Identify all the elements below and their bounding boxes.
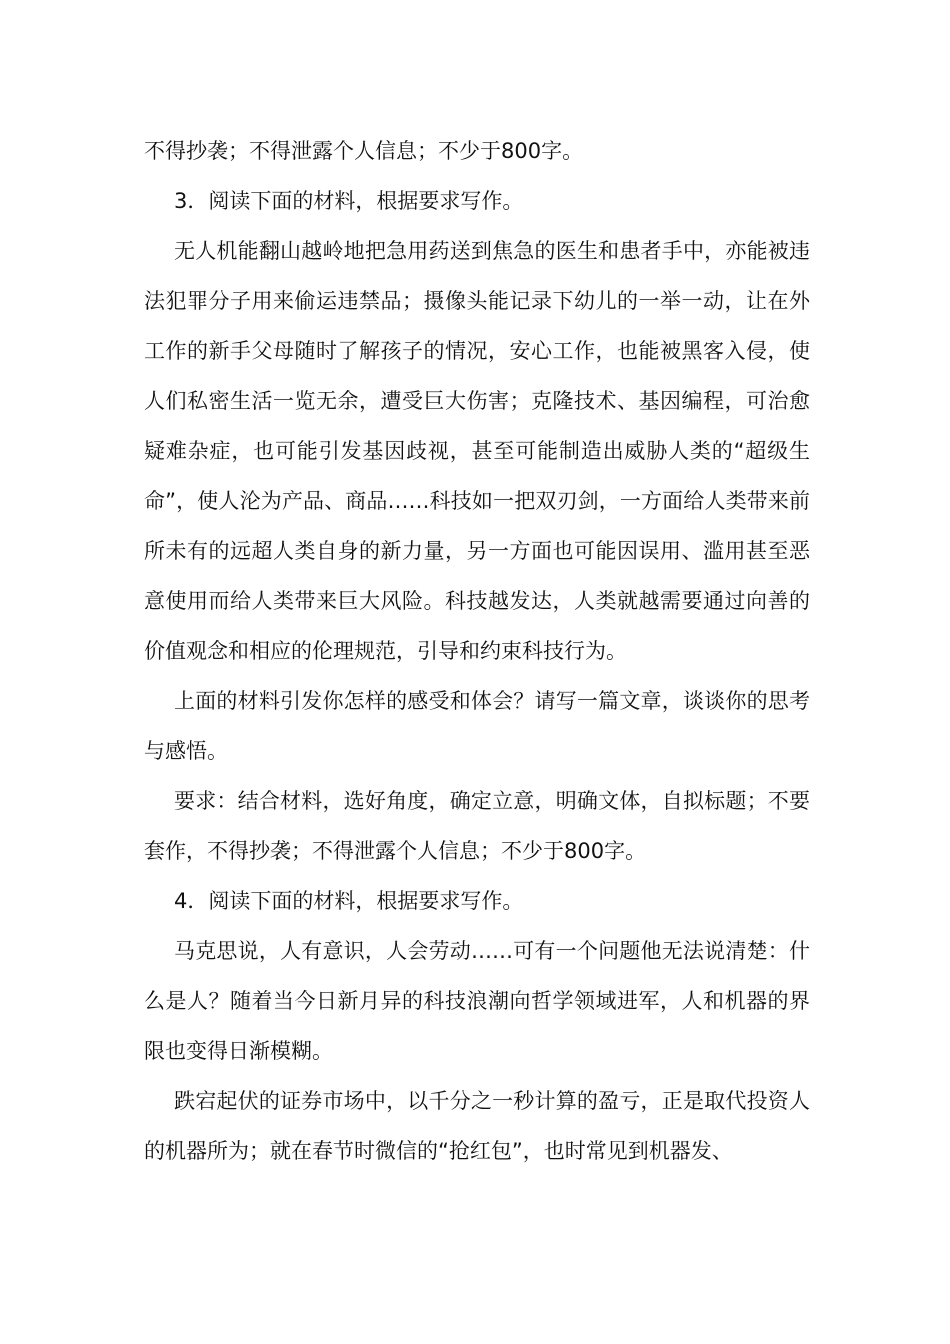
- question-4-material-paragraph-1: 马克思说，人有意识，人会劳动……可有一个问题他无法说清楚：什么是人？随着当今日新月异的科技浪潮向哲学领域进军，人和机器的界限也变得日渐模糊。: [144, 939, 810, 1063]
- question-3-heading: 3．阅读下面的材料，根据要求写作。: [174, 189, 524, 213]
- paragraph-requirement-end: 不得抄袭；不得泄露个人信息；不少于800字。: [144, 139, 584, 163]
- question-4-heading: 4．阅读下面的材料，根据要求写作。: [174, 889, 524, 913]
- question-3-requirements: 要求：结合材料，选好角度，确定立意，明确文体，自拟标题；不要套作，不得抄袭；不得泄露个人信息；不少于800字。: [144, 789, 810, 863]
- question-4-material-paragraph-2: 跌宕起伏的证券市场中，以千分之一秒计算的盈亏，正是取代投资人的机器所为；就在春节时微信的“抢红包”，也时常见到机器发、: [144, 1089, 810, 1163]
- document-body: [144, 126, 810, 1176]
- question-3-material: 无人机能翻山越岭地把急用药送到焦急的医生和患者手中，亦能被违法犯罪分子用来偷运违禁品；摄像头能记录下幼儿的一举一动，让在外工作的新手父母随时了解孩子的情况，安心工作，也能被黑客入侵，使人们私密生活一览无余，遭受巨大伤害；克隆技术、基因编程，可治愈疑难杂症，也可能引发基因歧视，甚至可能制造出威胁人类的“超级生命”，使人沦为产品、商品……科技如一把双刃剑，一方面给人类带来前所未有的远超人类自身的新力量，另一方面也可能因误用、滥用甚至恶意使用而给人类带来巨大风险。科技越发达，人类就越需要通过向善的价值观念和相应的伦理规范，引导和约束科技行为。: [144, 239, 810, 663]
- question-3-prompt: 上面的材料引发你怎样的感受和体会？请写一篇文章，谈谈你的思考与感悟。: [144, 689, 810, 763]
